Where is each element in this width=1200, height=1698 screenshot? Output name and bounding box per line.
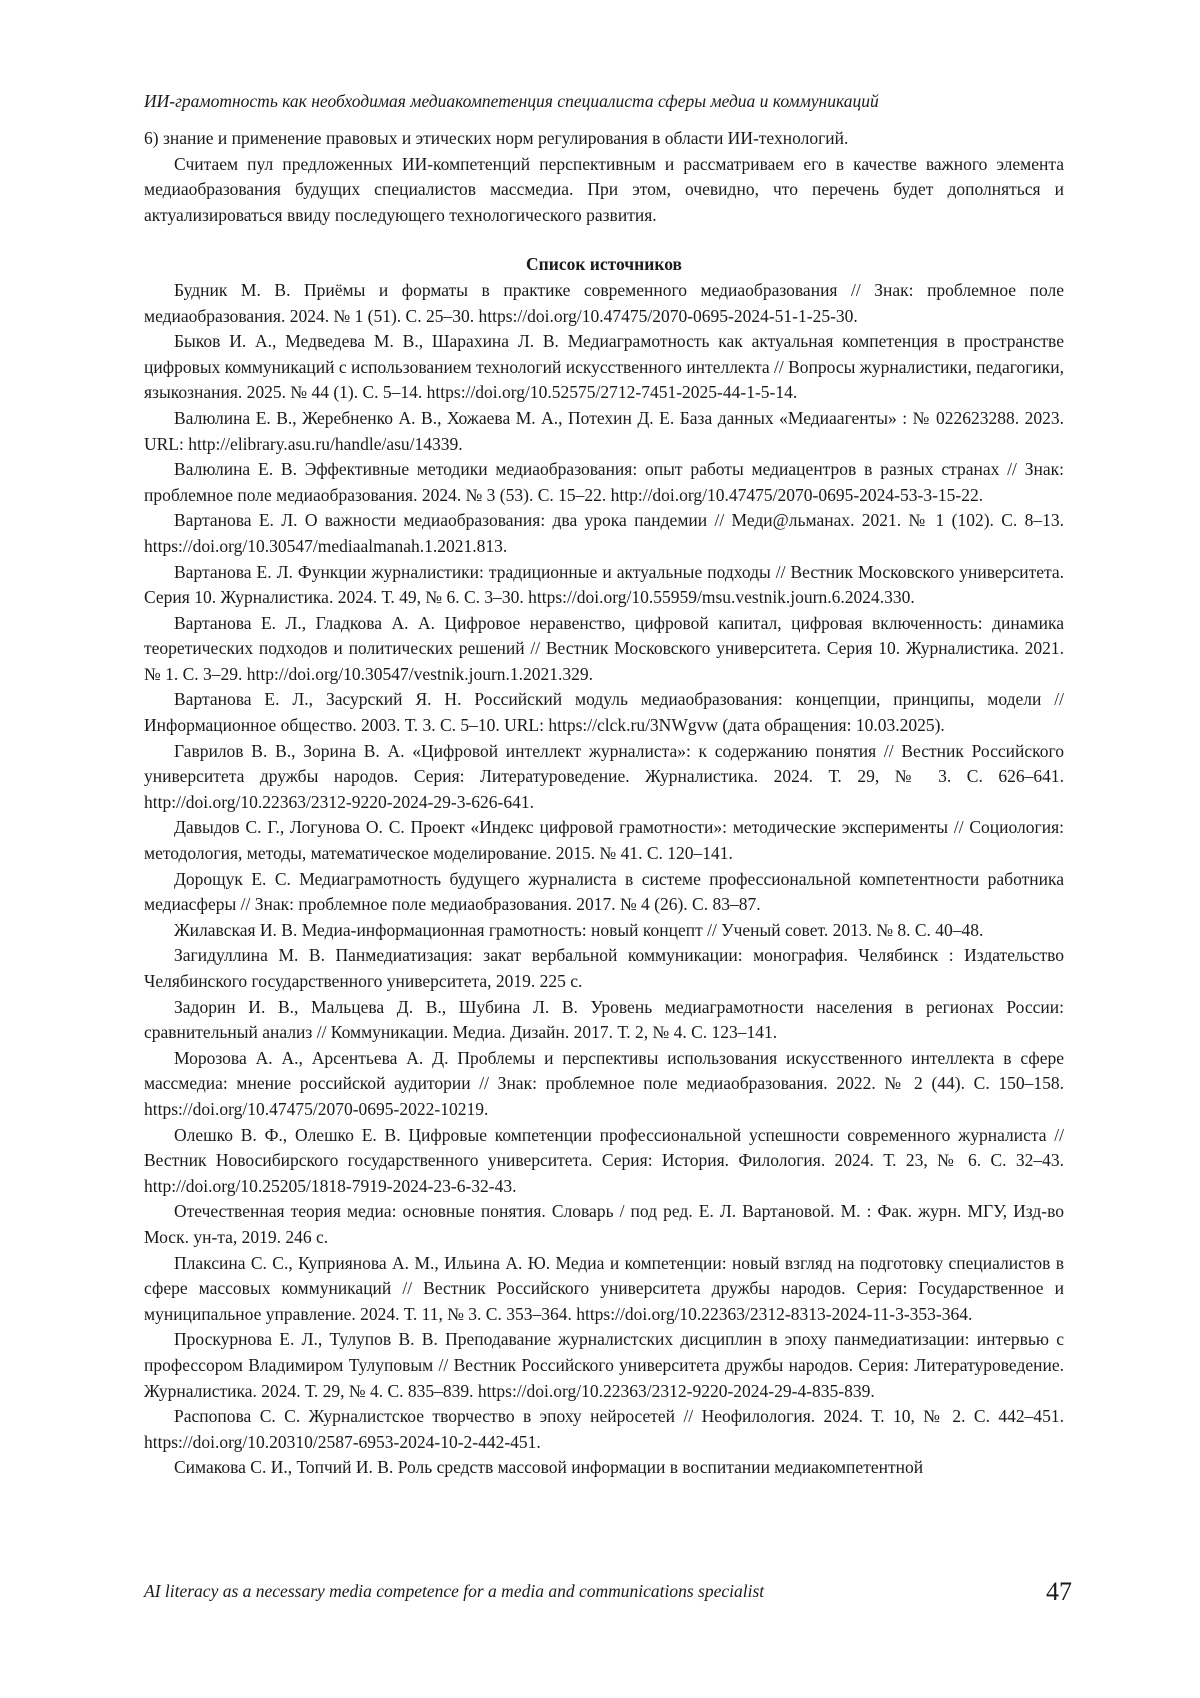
running-footer-title: AI literacy as a necessary media competence for a media and communications specialist bbox=[144, 1581, 765, 1601]
reference-item: Жилавская И. В. Медиа-информационная грамотность: новый концепт // Ученый совет. 2013. № 8. С. 40–48. bbox=[174, 919, 984, 940]
reference-item: Гаврилов В. В., Зорина В. А. «Цифровой интеллект журналиста»: к содержанию понятия // Вестник Российского университета дружбы народов. Серия: Литературоведение. Журналистика. 2024. Т. 29, № 3. С. 626–641. http://doi.org/10.22363/2312-9220-2024-29-3-626-641. bbox=[144, 740, 1064, 812]
page-number: 47 bbox=[1046, 1577, 1072, 1606]
reference-item: Задорин И. В., Мальцева Д. В., Шубина Л. В. Уровень медиаграмотности населения в регионах России: сравнительный анализ // Коммуникации. Медиа. Дизайн. 2017. Т. 2, № 4. С. 123–141. bbox=[144, 996, 1064, 1043]
reference-item: Валюлина Е. В. Эффективные методики медиаобразования: опыт работы медиацентров в разных странах // Знак: проблемное поле медиаобразования. 2024. № 3 (53). С. 15–22. http://doi.org/10.47475/2070-0695-2024-53-3-15-22. bbox=[144, 459, 1064, 505]
reference-item: Вартанова Е. Л. О важности медиаобразования: два урока пандемии // Меди@льманах. 2021. № 1 (102). С. 8–13. https://doi.org/10.30547/mediaalmanah.1.2021.813. bbox=[144, 510, 1064, 556]
body-paragraph: 6) знание и применение правовых и этических норм регулирования в области ИИ-технологий. bbox=[144, 128, 849, 148]
reference-item: Олешко В. Ф., Олешко Е. В. Цифровые компетенции профессиональной успешности современного журналиста // Вестник Новосибирского государственного университета. Серия: История. Филология. 2024. Т. 23, № 6. С. 32–43. http://doi.org/10.25205/1818-7919-2024-23-6-32-43. bbox=[144, 1124, 1064, 1196]
reference-item: Морозова А. А., Арсентьева А. Д. Проблемы и перспективы использования искусственного интеллекта в сфере массмедиа: мнение российской аудитории // Знак: проблемное поле медиаобразования. 2022. № 2 (44). С. 150–158. https://doi.org/10.47475/2070-0695-2022-10219. bbox=[144, 1047, 1064, 1119]
reference-item: Проскурнова Е. Л., Тулупов В. В. Преподавание журналистских дисциплин в эпоху панмедиатизации: интервью с профессором Владимиром Тулуповым // Вестник Российского университета дружбы народов. Серия: Литературоведение. Журналистика. 2024. Т. 29, № 4. С. 835–839. https://doi.org/10.22363/2312-9220-2024-29-4-835-839. bbox=[144, 1329, 1064, 1401]
reference-item: Будник М. В. Приёмы и форматы в практике современного медиаобразования // Знак: проблемное поле медиаобразования. 2024. № 1 (51). С. 25–30. https://doi.org/10.47475/2070-0695-2024-51-1-25-30. bbox=[144, 279, 1064, 326]
references-heading: Список источников bbox=[526, 254, 682, 275]
reference-item: Вартанова Е. Л. Функции журналистики: традиционные и актуальные подходы // Вестник Московского университета. Серия 10. Журналистика. 2024. Т. 49, № 6. С. 3–30. https://doi.org/10.55959/msu.vestnik.journ.6.2024.330. bbox=[144, 561, 1064, 608]
reference-item: Распопова С. С. Журналистское творчество в эпоху нейросетей // Неофилология. 2024. Т. 10, № 2. С. 442–451. https://doi.org/10.20310/2587-6953-2024-10-2-442-451. bbox=[144, 1406, 1064, 1452]
references-list bbox=[144, 278, 1064, 1481]
reference-item: Валюлина Е. В., Жеребненко А. В., Хожаева М. А., Потехин Д. Е. База данных «Медиаагенты» : № 022623288. 2023. URL: http://elibrary.asu.ru/handle/asu/14339. bbox=[144, 407, 1064, 454]
reference-item: Загидуллина М. В. Панмедиатизация: закат вербальной коммуникации: монография. Челябинск : Издательство Челябинского государственного университета, 2019. 225 с. bbox=[144, 945, 1064, 991]
reference-item: Дорощук Е. С. Медиаграмотность будущего журналиста в системе профессиональной компетентности работника медиасферы // Знак: проблемное поле медиаобразования. 2017. № 4 (26). С. 83–87. bbox=[144, 868, 1064, 915]
reference-item: Плаксина С. С., Куприянова А. М., Ильина А. Ю. Медиа и компетенции: новый взгляд на подготовку специалистов в сфере массовых коммуникаций // Вестник Российского университета дружбы народов. Серия: Государственное и муниципальное управление. 2024. Т. 11, № 3. С. 353–364. https://doi.org/10.22363/2312-8313-2024-11-3-353-364. bbox=[144, 1252, 1064, 1324]
reference-item: Отечественная теория медиа: основные понятия. Словарь / под ред. Е. Л. Вартановой. М. : Фак. журн. МГУ, Изд-во Моск. ун-та, 2019. 246 с. bbox=[144, 1201, 1064, 1247]
reference-item: Вартанова Е. Л., Гладкова А. А. Цифровое неравенство, цифровой капитал, цифровая включенность: динамика теоретических подходов и политических решений // Вестник Московского университета. Серия 10. Журналистика. 2021. № 1. С. 3–29. http://doi.org/10.30547/vestnik.journ.1.2021.329. bbox=[144, 612, 1064, 684]
reference-item: Быков И. А., Медведева М. В., Шарахина Л. В. Медиаграмотность как актуальная компетенция в пространстве цифровых коммуникаций с использованием технологий искусственного интеллекта // Вопросы журналистики, педагогики, языкознания. 2025. № 44 (1). С. 5–14. https://doi.org/10.52575/2712-7451-2025-44-1-5-14. bbox=[144, 331, 1064, 403]
page-body bbox=[144, 90, 1064, 1481]
reference-item: Симакова С. И., Топчий И. В. Роль средств массовой информации в воспитании медиакомпетентной bbox=[174, 1457, 924, 1478]
reference-item: Давыдов С. Г., Логунова О. С. Проект «Индекс цифровой грамотности»: методические эксперименты // Социология: методология, методы, математическое моделирование. 2015. № 41. С. 120–141. bbox=[144, 817, 1064, 864]
running-header: ИИ-грамотность как необходимая медиакомпетенция специалиста сферы медиа и коммуникаций bbox=[144, 91, 879, 111]
body-paragraph: Считаем пул предложенных ИИ-компетенций перспективным и рассматриваем его в качестве важного элемента медиаобразования будущих специалистов массмедиа. При этом, очевидно, что перечень будет дополняться и актуализироваться ввиду последующего технологического развития. bbox=[144, 153, 1064, 225]
reference-item: Вартанова Е. Л., Засурский Я. Н. Российский модуль медиаобразования: концепции, принципы, модели // Информационное общество. 2003. Т. 3. С. 5–10. URL: https://clck.ru/3NWgvw (дата обращения: 10.03.2025). bbox=[144, 689, 1064, 736]
